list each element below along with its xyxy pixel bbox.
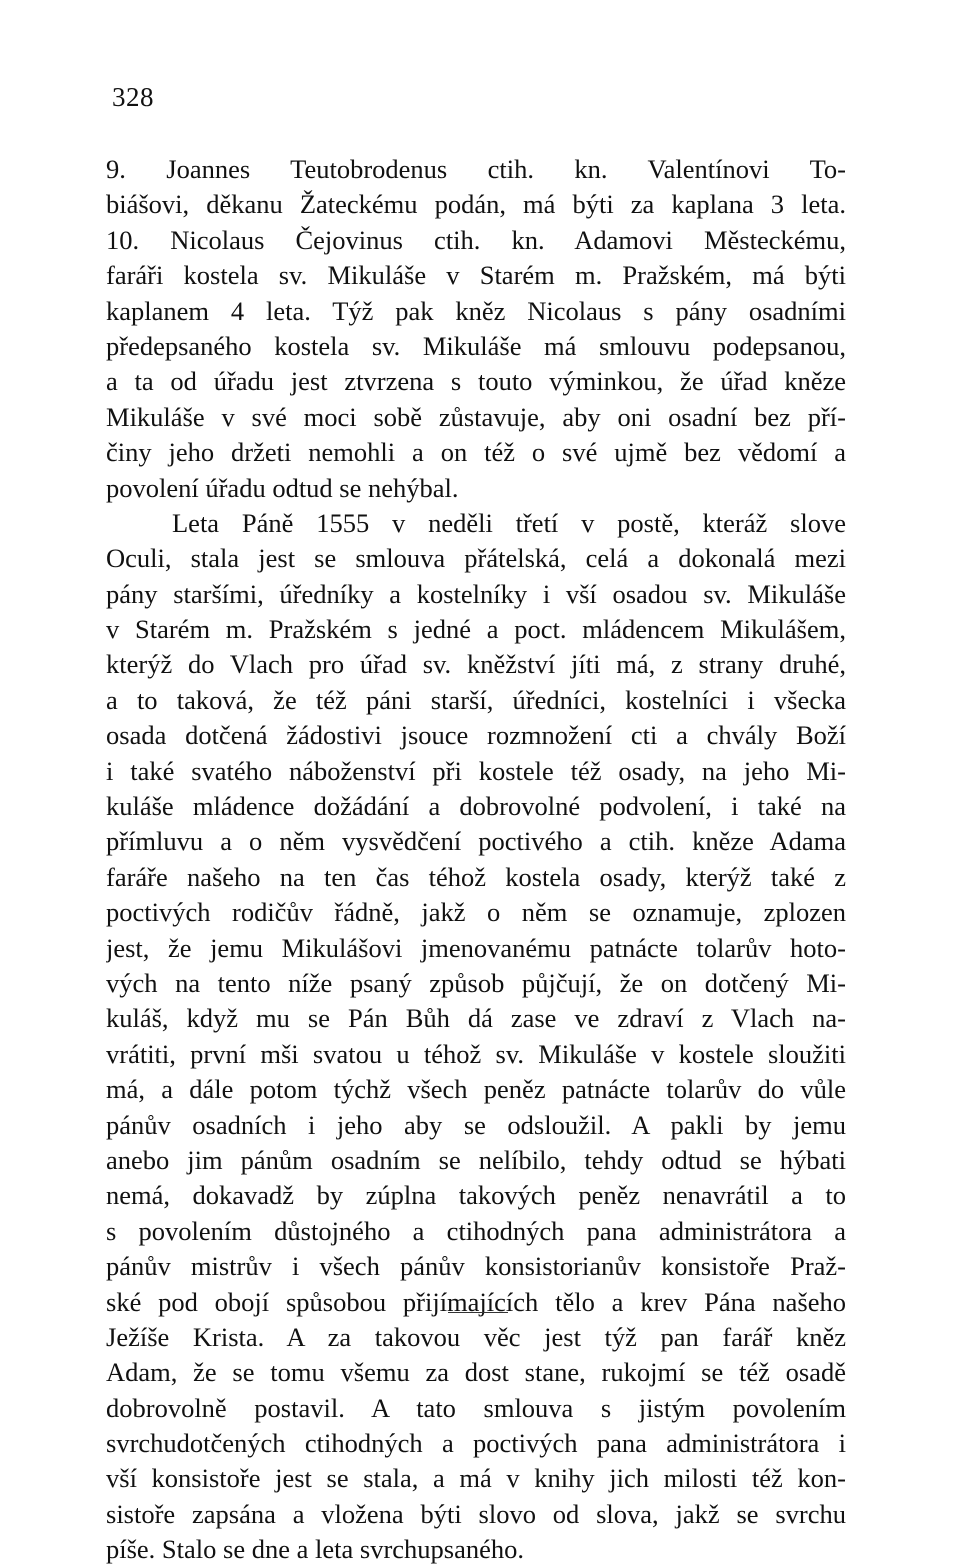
text-line: i také svatého náboženství při kostele též osady, na jeho Mi- — [106, 755, 846, 786]
text-line: Ježíše Krista. A za takovou věc jest týž pan farář kněz — [106, 1321, 846, 1352]
text-line: svrchudotčených ctihodných a poctivých pana administrátora i — [106, 1428, 846, 1459]
text-line: Mikuláše v své moci sobě zůstavuje, aby oni osadní bez pří- — [106, 401, 846, 432]
text-line: předepsaného kostela sv. Mikuláše má smlouvu podepsanou, — [106, 330, 846, 361]
text-line: vší konsistoře jest se stala, a má v knihy jich milosti též kon- — [106, 1463, 846, 1494]
text-line: 10. Nicolaus Čejovinus ctih. kn. Adamovi Městeckému, — [106, 224, 846, 255]
text-line: povolení úřadu odtud se nehýbal. — [106, 472, 459, 503]
text-line: Adam, že se tomu všemu za dost stane, rukojmí se též osadě — [106, 1357, 846, 1388]
text-line: činy jeho držeti nemohli a on též o své ujmě bez vědomí a — [106, 437, 846, 468]
body-text — [106, 152, 846, 1568]
text-line: pány staršími, úředníky a kostelníky i vší osadou sv. Mikuláše — [106, 578, 846, 609]
text-line: 9. Joannes Teutobrodenus ctih. kn. Valentínovi To- — [106, 154, 846, 184]
text-line: sistoře zapsána a vložena býti slovo od slova, jakž se svrchu — [106, 1498, 846, 1529]
text-line: má, a dále potom týchž všech peněz patnácte tolarův do vůle — [106, 1074, 846, 1105]
text-line: jest, že jemu Mikulášovi jmenovanému patnácte tolarův hoto- — [106, 932, 846, 963]
text-line: ské pod obojí spůsobou přijímajících tělo a krev Pána našeho — [106, 1286, 846, 1317]
text-line: v Starém m. Pražském s jedné a poct. mládencem Mikulášem, — [106, 614, 846, 645]
text-line: kuláše mládence dožádání a dobrovolné podvolení, i také na — [106, 791, 846, 822]
text-line: pánův osadních i jeho aby se odsloužil. A pakli by jemu — [106, 1109, 846, 1140]
text-line: faráře našeho na ten čas téhož kostela osady, kterýž také z — [106, 861, 846, 892]
text-line: a ta od úřadu jest ztvrzena s touto výminkou, že úřad kněze — [106, 366, 846, 397]
text-line: Leta Páně 1555 v neděli třetí v postě, kteráž slove — [172, 507, 846, 538]
text-line: osada dotčená žádostivi jsouce rozmnožení cti a chvály Boží — [106, 720, 846, 751]
section-separator-rule — [448, 1312, 508, 1313]
text-line: faráři kostela sv. Mikuláše v Starém m. Pražském, má býti — [106, 260, 846, 291]
page-number: 328 — [112, 82, 154, 112]
text-line: anebo jim pánům osadním se nelíbilo, tehdy odtud se hýbati — [106, 1144, 846, 1175]
text-line: přímluvu a o něm vysvědčení poctivého a ctih. kněze Adama — [106, 826, 846, 857]
text-line: píše. Stalo se dne a leta svrchupsaného. — [106, 1534, 524, 1565]
text-line: vých na tento níže psaný způsob půjčují, že on dotčený Mi- — [106, 967, 846, 998]
text-line: s povolením důstojného a ctihodných pana administrátora a — [106, 1215, 846, 1246]
text-line: pánův mistrův i všech pánův konsistorianův konsistoře Praž- — [106, 1251, 846, 1282]
text-line: biášovi, děkanu Žateckému podán, má býti za kaplana 3 leta. — [106, 189, 846, 220]
text-line: kaplanem 4 leta. Týž pak kněz Nicolaus s pány osadními — [106, 295, 846, 326]
text-line: kuláš, když mu se Pán Bůh dá zase ve zdraví z Vlach na- — [106, 1003, 846, 1034]
text-line: dobrovolně postavil. A tato smlouva s jistým povolením — [106, 1392, 846, 1423]
text-line: a to taková, že též páni starší, úředníci, kostelníci i všecka — [106, 684, 846, 715]
text-line: kterýž do Vlach pro úřad sv. kněžství jíti má, z strany druhé, — [106, 649, 846, 680]
text-line: Oculi, stala jest se smlouva přátelská, celá a dokonalá mezi — [106, 543, 846, 574]
text-line: nemá, dokavadž by zúplna takových peněz nenavrátil a to — [106, 1180, 846, 1211]
text-line: vrátiti, první mši svatou u téhož sv. Mikuláše v kostele sloužiti — [106, 1038, 846, 1069]
text-line: poctivých rodičův řádně, jakž o něm se oznamuje, zplozen — [106, 897, 846, 928]
